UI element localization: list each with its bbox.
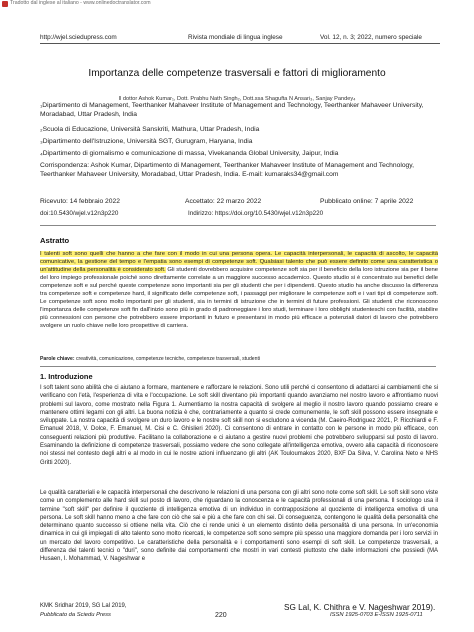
footer-publisher: Pubblicato da Sciedu Press <box>40 612 111 618</box>
introduction-heading: 1. Introduzione <box>40 372 93 381</box>
abstract-bottom-divider <box>40 366 436 367</box>
date-accepted: Accettato: 22 marzo 2022 <box>185 198 262 205</box>
introduction-paragraph-1: I soft talent sono abilità che ci aiutano a formare, mantenere e rafforzare le relazioni. Sono utili perché ci consentono di adattarci ai cambiamenti che si verificano con l'età, l'esperienza di vita e l'occupazione. Le soft skill diventano più importanti quando avanziamo nel nostro lavoro e affrontiamo nuovi problemi sul lavoro, come mostrato nella Figura 1. Aumentiamo la nostra capacità di svolgere al meglio il nostro lavoro quando possiamo creare e mantenere ottimi legami con gli altri. La buona notizia è che, contrariamente a quanto si crede comunemente, le soft skill possono essere insegnate e sviluppate. La nostra capacità di svolgere un duro lavoro e le nostre soft skill non si escludono a vicenda (M. Caeiro-Rodriguez 2021, P. Ricchiardi e F. Emanuel 2018, V. Dolce, F. Emanuel, M. Cisi e C. Ghislieri 2020). Ci consentono di entrare in contatto con le persone in modo più efficace, con conseguenti relazioni più produttive. Facilitano la collaborazione e ci aiutano a gestire nuovi problemi che potrebbero svilupparsi sul posto di lavoro. Esaminando la definizione di competenze trasversali, possiamo vedere che sono collegate all'intelligenza emotiva, ovvero alla capacità di riconoscere noi stessi nel contesto degli altri e al modo in cui le nostre azioni influenzano gli altri (AK Touloumakos 2020, BXF Da Silva, V. Carolina Neto e NHS Gritti 2020). <box>40 385 438 466</box>
overlay-citation: SG Lal, K. Chithra e V. Nageshwar 2019). <box>284 603 436 612</box>
date-received: Ricevuto: 14 febbraio 2022 <box>40 198 120 205</box>
affiliation-1: ₁Dipartimento di Management, Teerthanker Mahaveer Institute of Management and Technology, Teerthanker Mahaveer University, Moradabad, Uttar Pradesh, India <box>40 102 424 118</box>
translation-banner[interactable] <box>0 0 474 10</box>
translation-banner-text[interactable]: Tradotto dal inglese al italiano - www.onlinedoctranslator.com <box>10 0 151 6</box>
keywords <box>40 356 438 362</box>
translator-logo-icon <box>2 1 8 7</box>
doi-link[interactable]: Indirizzo: https://doi.org/10.5430/wjel.v12n3p220 <box>188 210 324 217</box>
abstract-text: Gli studenti dovrebbero acquisire competenze soft sia per il beneficio della loro istruzione sia per il bene del loro impiego professionale poiché sono direttamente correlate a un maggiore successo accademico. Questo studio si è concentrato sui benefici delle competenze soft e sul perché queste competenze sono importanti sia per gli studenti che per i dipendenti. Questo studio ha anche discusso la differenza tra competenze soft e competenze hard, il significato delle competenze soft, i passaggi per migliorare le competenze soft e i vari tipi di competenze soft. Le competenze soft sono molto importanti per gli studenti, sia in termini di istruzione che in termini di future professioni. Gli studenti che riconoscono l'importanza delle competenze soft fin dall'inizio sono più in grado di padroneggiare i loro studi, terminare i loro obblighi studenteschi con facilità, stabilire più connessioni con persone che potrebbero essere importanti in futuro e presentarsi in modo più efficace a potenziali datori di lavoro che potrebbero svolgere un ruolo chiave nelle loro prospettive di carriera. <box>40 267 439 330</box>
journal-volume: Vol. 12, n. 3; 2022, numero speciale <box>320 34 422 41</box>
footer-issn: ISSN 1925-0703 E-ISSN 1925-0711 <box>330 612 423 618</box>
header-divider <box>40 43 440 44</box>
affiliation-4: ₄Dipartimento di giornalismo e comunicazione di massa, Vivekananda Global University, Jaipur, India <box>40 150 339 157</box>
page-number: 220 <box>215 612 227 619</box>
doi-text: doi:10.5430/wjel.v12n3p220 <box>40 210 119 217</box>
abstract-body <box>40 250 438 330</box>
affiliation-3: ₃Dipartimento dell'Istruzione, Università SGT, Gurugram, Haryana, India <box>40 138 253 145</box>
correspondence: Corrispondenza: Ashok Kumar, Dipartimento di Management, Teerthanker Mahaveer Institute of Management and Technology, Teerthanker Mahaveer University, Moradabad, Uttar Pradesh, India. E-mail: kumaraks34@gmail.com <box>40 162 414 178</box>
keywords-label: Parole chiave: <box>40 356 75 362</box>
date-published: Pubblicato online: 7 aprile 2022 <box>320 198 414 205</box>
paper-title: Importanza delle competenze trasversali e fattori di miglioramento <box>88 68 386 79</box>
journal-url[interactable]: http://wjel.sciedupress.com <box>40 34 117 41</box>
author-list: Il dottor Ashok Kumar₁, Dott. Prabhu Nath Singh₂, Dott.ssa Shagufta N Ansari₃, Sanjay Pandey₄ <box>118 96 356 102</box>
introduction-paragraph-2-end: KMK Sridhar 2019, SG Lal 2019, <box>40 603 127 609</box>
abstract-top-divider <box>40 225 436 226</box>
abstract-highlighted-text[interactable]: I talenti soft sono quelli che hanno a che fare con il modo in cui una persona opera. Le capacità interpersonali, le capacità di ascolto, le capacità comunicative, la gestione del tempo e l'empatia sono esempi di competenze soft. Qualsiasi talento che può essere definito come una caratteristica o un'attitudine della personalità è considerato soft. <box>40 251 438 274</box>
introduction-paragraph-2: Le qualità caratteriali e le capacità interpersonali che descrivono le relazioni di una persona con gli altri sono note come soft skill. Le soft skill sono viste come un complemento alle hard skill sul posto di lavoro, che riguardano la conoscenza e le capacità professionali di una persona. Il sociologo usa il termine "soft skill" per definire il quoziente di intelligenza emotiva di un individuo in contrapposizione al quoziente di intelligenza emotiva di una persona. Le soft skill hanno meno a che fare con ciò che sai e più a che fare con chi sei. Di conseguenza, contengono le qualità della personalità che determinano quanto successo si ottiene nella vita. Ciò che ci rende unici è un elemento distinto della personalità di una persona. In un'economia dinamica in cui gli impiegati di alto talento sono molto ricercati, le competenze soft sono sempre più spesso una maggiore domanda per i loro servizi in un mercato del lavoro competitivo. Le caratteristiche della personalità e i comportamenti sono esempi di soft skill. Le competenze trasversali, a differenza dei talenti tecnici o "duri", sono definite dai comportamenti che mostri in vari contesti piuttosto che dalle informazioni che possiedi (MA Husaen, I. Mohammad, V. Nageshwar e <box>40 490 438 563</box>
keywords-list: creatività, comunicazione, competenze tecniche, competenze trasversali, studenti <box>75 356 261 362</box>
journal-name: Rivista mondiale di lingua inglese <box>188 34 283 41</box>
abstract-heading: Astratto <box>40 236 70 245</box>
affiliation-2: ₂Scuola di Educazione, Università Sanskriti, Mathura, Uttar Pradesh, India <box>40 126 260 133</box>
